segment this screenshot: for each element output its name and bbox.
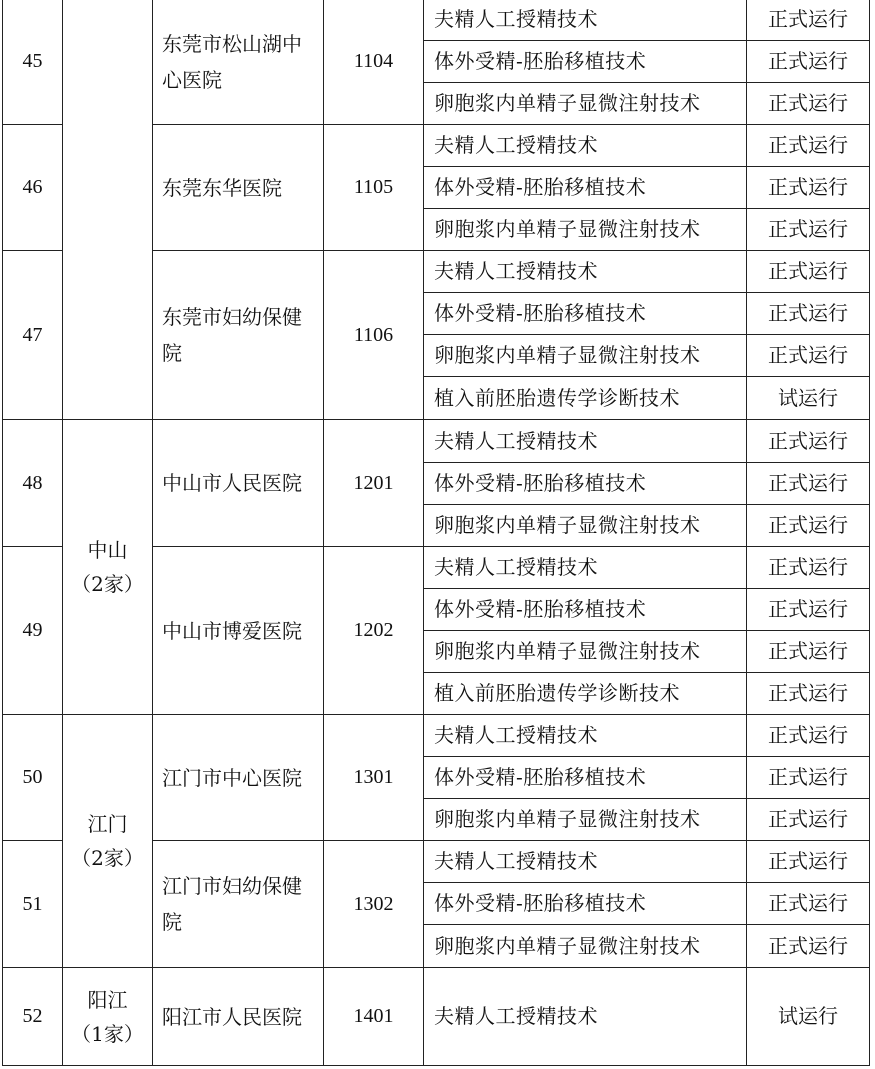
- status: 正式运行: [747, 673, 870, 715]
- tech-name: 卵胞浆内单精子显微注射技术: [424, 209, 747, 251]
- status: 正式运行: [747, 463, 870, 505]
- status: 正式运行: [747, 251, 870, 293]
- tech-name: 夫精人工授精技术: [424, 420, 747, 463]
- hospital-code: 1104: [324, 0, 424, 125]
- row-number: 47: [3, 251, 63, 420]
- tech-name: 夫精人工授精技术: [424, 125, 747, 167]
- status: 正式运行: [747, 799, 870, 841]
- tech-name: 卵胞浆内单精子显微注射技术: [424, 505, 747, 547]
- row-number: 50: [3, 715, 63, 841]
- hospital-name: 东莞市妇幼保健院: [153, 251, 324, 420]
- tech-name: 植入前胚胎遗传学诊断技术: [424, 377, 747, 420]
- table-row: [3, 715, 870, 757]
- status: 正式运行: [747, 589, 870, 631]
- tech-name: 卵胞浆内单精子显微注射技术: [424, 799, 747, 841]
- tech-name: 体外受精-胚胎移植技术: [424, 167, 747, 209]
- row-number: 49: [3, 547, 63, 715]
- status: 正式运行: [747, 883, 870, 925]
- city-count: （2家）: [71, 846, 144, 870]
- status: 正式运行: [747, 209, 870, 251]
- status: 正式运行: [747, 757, 870, 799]
- city-name: 阳江: [87, 987, 128, 1012]
- status: 试运行: [747, 968, 870, 1066]
- row-number: 48: [3, 420, 63, 547]
- table-row: [3, 0, 870, 41]
- hospital-name: 江门市妇幼保健院: [153, 841, 324, 968]
- status: 正式运行: [747, 505, 870, 547]
- row-number: 45: [3, 0, 63, 125]
- tech-name: 卵胞浆内单精子显微注射技术: [424, 925, 747, 968]
- tech-name: 夫精人工授精技术: [424, 547, 747, 589]
- row-number: 52: [3, 968, 63, 1066]
- city-count: （1家）: [71, 1021, 144, 1046]
- tech-name: 植入前胚胎遗传学诊断技术: [424, 673, 747, 715]
- status: 正式运行: [747, 925, 870, 968]
- status: 正式运行: [747, 631, 870, 673]
- hospital-code: 1202: [324, 547, 424, 715]
- table-row: [3, 420, 870, 463]
- city-cell: [63, 715, 153, 968]
- tech-name: 体外受精-胚胎移植技术: [424, 41, 747, 83]
- hospital-name: 东莞东华医院: [153, 125, 324, 251]
- tech-name: 夫精人工授精技术: [424, 841, 747, 883]
- status: 正式运行: [747, 125, 870, 167]
- status: 正式运行: [747, 420, 870, 463]
- tech-name: 体外受精-胚胎移植技术: [424, 589, 747, 631]
- city-cell: [63, 420, 153, 715]
- hospital-code: 1106: [324, 251, 424, 420]
- city-cell: [63, 0, 153, 420]
- hospital-code: 1201: [324, 420, 424, 547]
- tech-name: 体外受精-胚胎移植技术: [424, 293, 747, 335]
- hospital-name: 阳江市人民医院: [153, 968, 324, 1066]
- hospital-code: 1301: [324, 715, 424, 841]
- city-name: 中山: [87, 538, 128, 562]
- status: 正式运行: [747, 547, 870, 589]
- row-number: 51: [3, 841, 63, 968]
- status: 正式运行: [747, 335, 870, 377]
- tech-name: 卵胞浆内单精子显微注射技术: [424, 631, 747, 673]
- tech-name: 体外受精-胚胎移植技术: [424, 757, 747, 799]
- tech-name: 卵胞浆内单精子显微注射技术: [424, 335, 747, 377]
- hospital-name: 江门市中心医院: [153, 715, 324, 841]
- status: 正式运行: [747, 167, 870, 209]
- hospital-name: 中山市博爱医院: [153, 547, 324, 715]
- row-number: 46: [3, 125, 63, 251]
- hospital-table: [2, 0, 870, 1066]
- tech-name: 夫精人工授精技术: [424, 715, 747, 757]
- status: 正式运行: [747, 41, 870, 83]
- tech-name: 夫精人工授精技术: [424, 251, 747, 293]
- hospital-code: 1105: [324, 125, 424, 251]
- status: 正式运行: [747, 293, 870, 335]
- hospital-code: 1401: [324, 968, 424, 1066]
- tech-name: 夫精人工授精技术: [424, 968, 747, 1066]
- city-cell: [63, 968, 153, 1066]
- status: 正式运行: [747, 83, 870, 125]
- city-name: 江门: [87, 812, 128, 836]
- tech-name: 夫精人工授精技术: [424, 0, 747, 41]
- status: 试运行: [747, 377, 870, 420]
- table-row: [3, 968, 870, 1066]
- tech-name: 体外受精-胚胎移植技术: [424, 883, 747, 925]
- hospital-name: 中山市人民医院: [153, 420, 324, 547]
- status: 正式运行: [747, 841, 870, 883]
- hospital-code: 1302: [324, 841, 424, 968]
- tech-name: 卵胞浆内单精子显微注射技术: [424, 83, 747, 125]
- hospital-name: 东莞市松山湖中心医院: [153, 0, 324, 125]
- status: 正式运行: [747, 715, 870, 757]
- status: 正式运行: [747, 0, 870, 41]
- tech-name: 体外受精-胚胎移植技术: [424, 463, 747, 505]
- city-count: （2家）: [71, 572, 144, 596]
